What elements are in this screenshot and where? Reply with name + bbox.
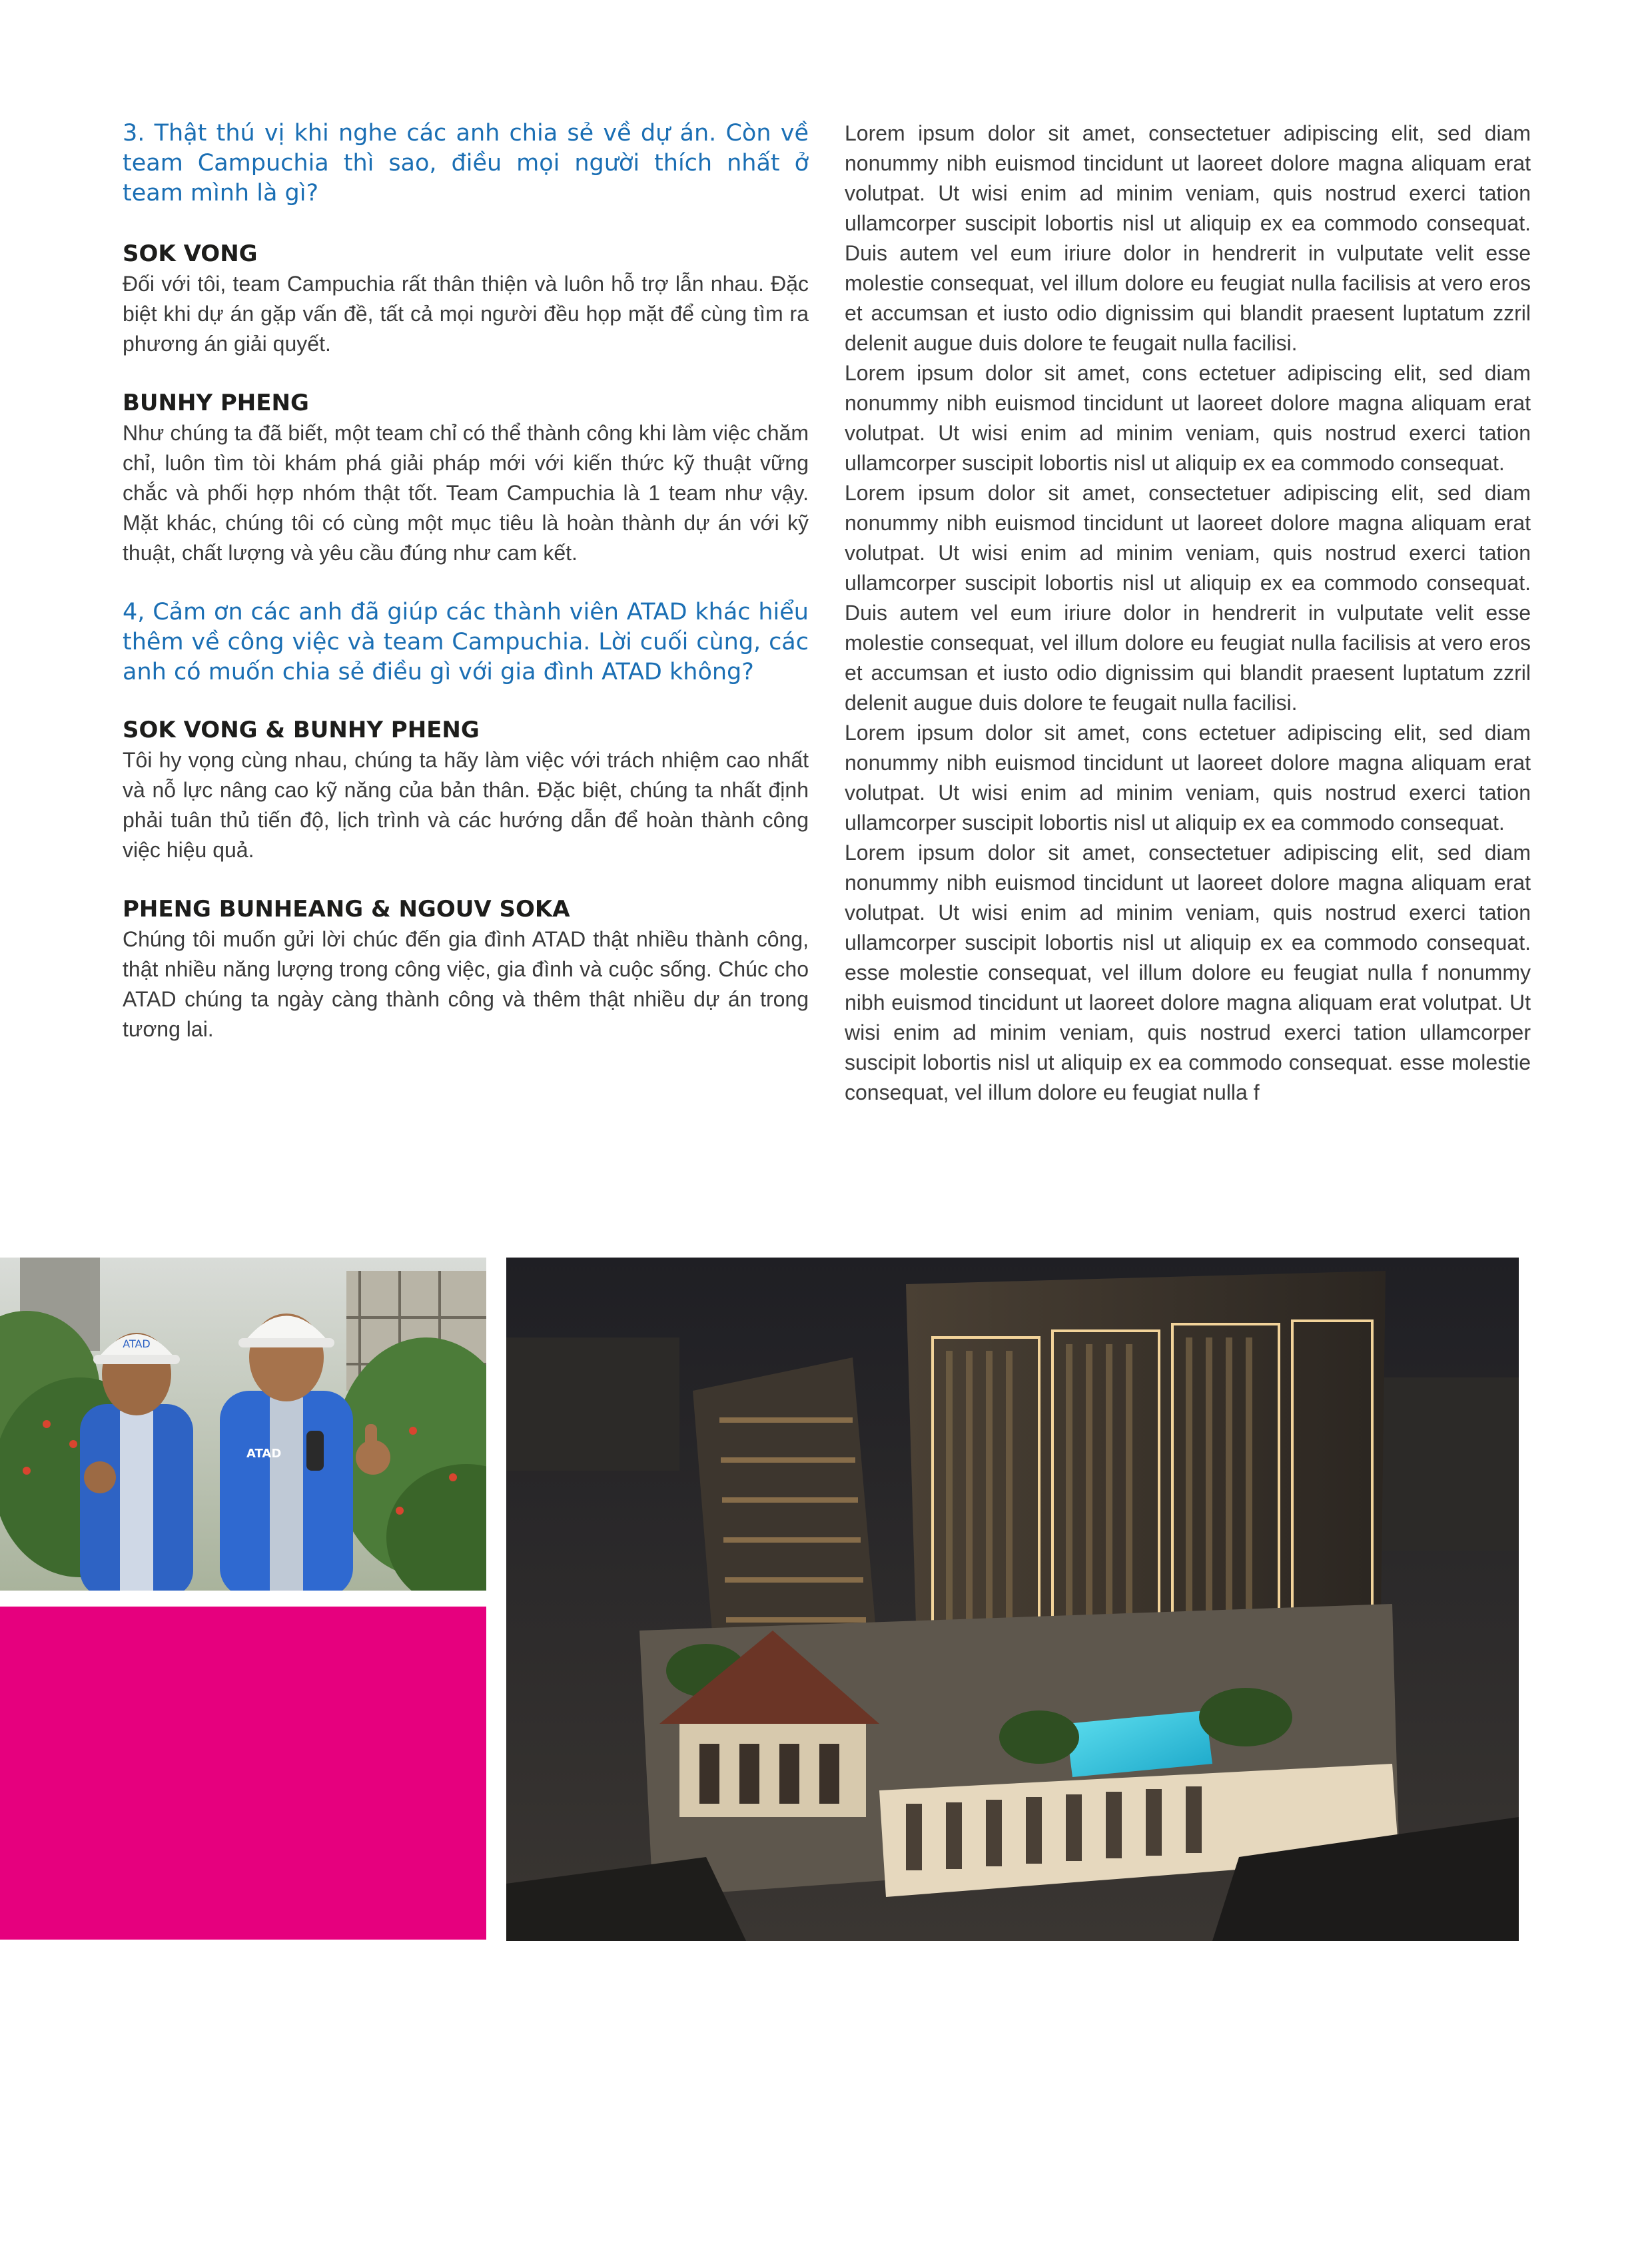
body-paragraph: Lorem ipsum dolor sit amet, consectetuer adipiscing elit, sed diam nonummy nibh euismod tincidunt ut laoreet dolore magna aliquam erat volutpat. Ut wisi enim ad minim veniam, quis nostrud exerci tation ullamcorper suscipit lobortis nisl ut aliquip ex ea commodo consequat. esse molestie consequat, vel illum dolore eu feugiat nulla f nonummy nibh euismod tincidunt ut laoreet dolore magna aliquam erat volutpat. Ut wisi enim ad minim veniam, quis nostrud exerci tation ullamcorper suscipit lobortis nisl ut aliquip ex ea commodo consequat. esse molestie consequat, vel illum dolore eu feugiat nulla f — [845, 841, 1531, 1104]
answer-text: Tôi hy vọng cùng nhau, chúng ta hãy làm việc với trách nhiệm cao nhất và nỗ lực nâng cao kỹ năng của bản thân. Đặc biệt, chúng ta nhất định phải tuân thủ tiến độ, lịch trình và các hướng dẫn để hoàn thành công việc hiệu quả. — [123, 748, 809, 862]
answer-text: Đối với tôi, team Campuchia rất thân thiện và luôn hỗ trợ lẫn nhau. Đặc biệt khi dự án gặp vấn đề, tất cả mọi người đều họp mặt để cùng tìm ra phương án giải quyết. — [123, 272, 809, 356]
building-render-illustration — [506, 1258, 1519, 1941]
body-paragraph: Lorem ipsum dolor sit amet, cons ectetuer adipiscing elit, sed diam nonummy nibh euismod tincidunt ut laoreet dolore magna aliquam erat volutpat. Ut wisi enim ad minim veniam, quis nostrud exerci tation ullamcorper suscipit lobortis nisl ut aliquip ex ea commodo consequat. — [845, 721, 1531, 835]
body-paragraph: Lorem ipsum dolor sit amet, consectetuer adipiscing elit, sed diam nonummy nibh euismod tincidunt ut laoreet dolore magna aliquam erat volutpat. Ut wisi enim ad minim veniam, quis nostrud exerci tation ullamcorper suscipit lobortis nisl ut aliquip ex ea commodo consequat. Duis autem vel eum iriure dolor in hendrerit in vulputate velit esse molestie consequat, vel illum dolore eu feugiat nulla facilisis at vero eros et accumsan et iusto odio dignissim qui blandit praesent luptatum zzril delenit augue duis dolore te feugait nulla facilisi. — [845, 481, 1531, 715]
speaker-name: SOK VONG — [123, 240, 258, 267]
speaker-name: SOK VONG & BUNHY PHENG — [123, 717, 480, 743]
accent-color-block — [0, 1607, 486, 1940]
answer-block-bunhy-pheng — [123, 388, 809, 568]
interview-column — [123, 119, 809, 1074]
speaker-name: PHENG BUNHEANG & NGOUV SOKA — [123, 896, 570, 923]
answer-block-pheng-bunheang-ngouv-soka — [123, 895, 809, 1044]
body-paragraph: Lorem ipsum dolor sit amet, cons ectetuer adipiscing elit, sed diam nonummy nibh euismod tincidunt ut laoreet dolore magna aliquam erat volutpat. Ut wisi enim ad minim veniam, quis nostrud exerci tation ullamcorper suscipit lobortis nisl ut aliquip ex ea commodo consequat. — [845, 361, 1531, 475]
hotel-night-render — [506, 1258, 1519, 1941]
body-paragraph: Lorem ipsum dolor sit amet, consectetuer adipiscing elit, sed diam nonummy nibh euismod tincidunt ut laoreet dolore magna aliquam erat volutpat. Ut wisi enim ad minim veniam, quis nostrud exerci tation ullamcorper suscipit lobortis nisl ut aliquip ex ea commodo consequat. Duis autem vel eum iriure dolor in hendrerit in vulputate velit esse molestie consequat, vel illum dolore eu feugiat nulla facilisis at vero eros et accumsan et iusto odio dignissim qui blandit praesent luptatum zzril delenit augue duis dolore te feugait nulla facilisi. — [845, 121, 1531, 355]
speaker-name: BUNHY PHENG — [123, 390, 309, 416]
answer-block-sok-vong — [123, 239, 809, 359]
team-photo-illustration — [0, 1258, 486, 1591]
placeholder-text-column — [845, 119, 1531, 1108]
vest-logo-text: ATAD — [246, 1447, 282, 1461]
question-4: 4, Cảm ơn các anh đã giúp các thành viên ATAD khác hiểu thêm về công việc và team Campuchia. Lời cuối cùng, các anh có muốn chia sẻ điều gì với gia đình ATAD không? — [123, 599, 809, 685]
team-photo — [0, 1258, 486, 1591]
answer-text: Như chúng ta đã biết, một team chỉ có thể thành công khi làm việc chăm chỉ, luôn tìm tòi khám phá giải pháp mới với kiến thức kỹ thuật vững chắc và phối hợp nhóm thật tốt. Team Campuchia là 1 team như vậy. Mặt khác, chúng tôi có cùng một mục tiêu là hoàn thành dự án với kỹ thuật, chất lượng và yêu cầu đúng như cam kết. — [123, 421, 809, 565]
answer-block-sok-vong-bunhy-pheng — [123, 715, 809, 865]
question-3: 3. Thật thú vị khi nghe các anh chia sẻ về dự án. Còn về team Campuchia thì sao, điều mọi người thích nhất ở team mình là gì? — [123, 120, 809, 206]
answer-text: Chúng tôi muốn gửi lời chúc đến gia đình ATAD thật nhiều thành công, thật nhiều năng lượng trong công việc, gia đình và cuộc sống. Chúc cho ATAD chúng ta ngày càng thành công và thêm thật nhiều dự án trong tương lai. — [123, 927, 809, 1041]
helmet-logo-text: ATAD — [123, 1337, 151, 1350]
